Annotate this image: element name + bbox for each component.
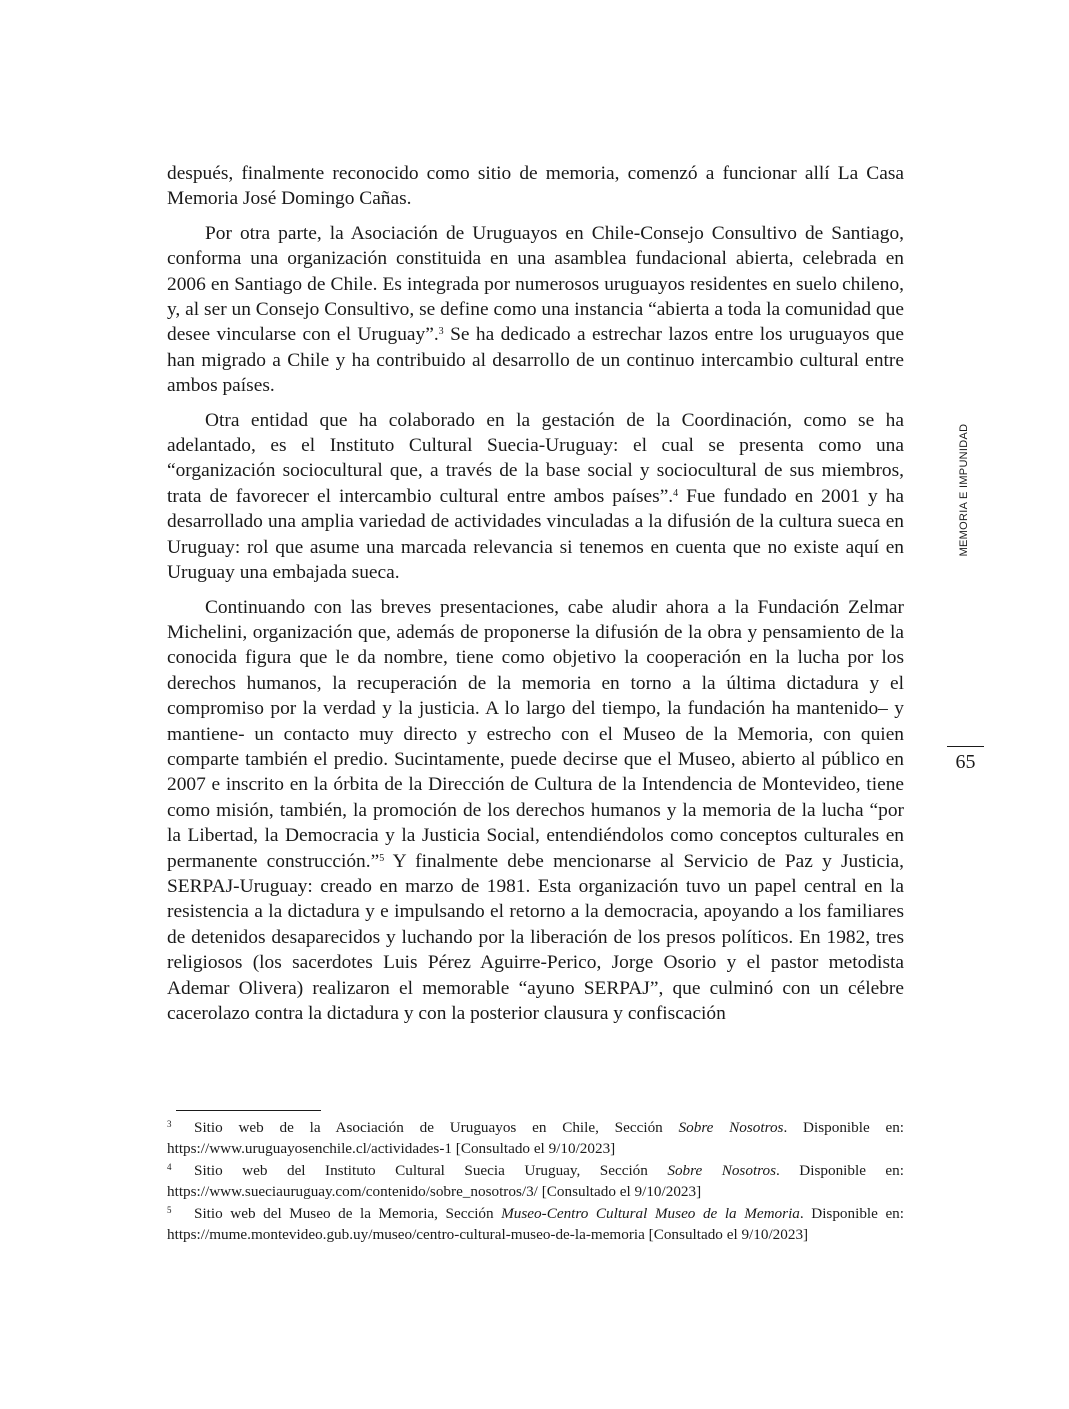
footnotes — [167, 1118, 904, 1247]
footnote-text: Sitio web del Museo de la Memoria, Sección — [194, 1205, 502, 1222]
running-header: MEMORIA E IMPUNIDAD — [958, 423, 970, 557]
paragraph-2 — [167, 221, 904, 399]
footnote-text: Sitio web de la Asociación de Uruguayos en Chile, Sección — [194, 1119, 679, 1136]
footnote-link-text[interactable]: . Disponible en: https://www.sueciauruguay.com/contenido/sobre_nosotros/3/ [Consultado el 9/10/2023] — [167, 1162, 904, 1200]
paragraph-4-text-b: Y finalmente debe mencionarse al Servicio de Paz y Justicia, SERPAJ-Uruguay: creado en marzo de 1981. Esta organización tuvo un papel central en la resistencia a la dictadura y e impulsando el retorno a la democracia, apoyando a los familiares de detenidos desaparecidos y luchando por la liberación de los presos políticos. En 1982, tres religiosos (los sacerdotes Luis Pérez Aguirre-Perico, Jorge Osorio y el pastor metodista Ademar Olivera) realizaron el memorable “ayuno SERPAJ”, que culminó con un célebre cacerolazo contra la dictadura y con la posterior clausura y confiscación — [167, 850, 904, 1024]
footnote-section-title: Sobre Nosotros — [667, 1162, 777, 1179]
footnote-4: 4 Sitio web del Instituto Cultural Suecia Uruguay, Sección Sobre Nosotros. Disponible en: https://www.sueciauruguay.com/contenido/sobre_nosotros/3/ [Consultado el 9/10/2023] — [167, 1162, 904, 1200]
footnote-3: 3 Sitio web de la Asociación de Uruguayos en Chile, Sección Sobre Nosotros. Disponible en: https://www.uruguayosenchile.cl/actividades-1 [Consultado el 9/10/2023] — [167, 1119, 905, 1157]
footnote-ref-5[interactable]: 5 — [379, 852, 385, 864]
paragraph-1: después, finalmente reconocido como sitio de memoria, comenzó a funcionar allí La Casa Memoria José Domingo Cañas. — [167, 163, 904, 210]
footnote-separator — [176, 1110, 321, 1111]
paragraph-3-text-a: Otra entidad que ha colaborado en la gestación de la Coordinación, como se ha adelantado, es el Instituto Cultural Suecia-Uruguay: el cual se presenta como una “organización sociocultural que, a través de la base social y sociocultural de sus miembros, trata de favorecer el intercambio cultural entre ambos países”. — [167, 409, 904, 507]
paragraph-2-text-b: Se ha dedicado a estrechar lazos entre los uruguayos que han migrado a Chile y ha contribuido al desarrollo de un continuo intercambio cultural entre ambos países. — [167, 324, 904, 397]
footnote-ref-3[interactable]: 3 — [438, 326, 444, 338]
page-number-rule — [947, 746, 984, 747]
footnote-text: Sitio web del Instituto Cultural Suecia Uruguay, Sección — [194, 1162, 668, 1179]
paragraph-3-text-b: Fue fundado en 2001 y ha desarrollado una amplia variedad de actividades vinculadas a la difusión de la cultura sueca en Uruguay: rol que asume una marcada relevancia si tenemos en cuenta que no existe aquí en Uruguay una embajada sueca. — [167, 485, 904, 584]
footnote-5: 5 Sitio web del Museo de la Memoria, Sección Museo-Centro Cultural Museo de la Memoria. Disponible en: https://mume.montevideo.gub.uy/museo/centro-cultural-museo-de-la-memoria [Consultado el 9/10/2023] — [167, 1205, 904, 1243]
page-number: 65 — [955, 751, 976, 773]
paragraph-2-text-a: Por otra parte, la Asociación de Uruguayos en Chile-Consejo Consultivo de Santiago, conforma una organización constituida en una asamblea fundacional abierta, celebrada en 2006 en Santiago de Chile. Es integrada por numerosos uruguayos residentes en suelo chileno, y, al ser un Consejo Consultivo, se define como una instancia “abierta a toda la comunidad que desee vincularse con el Uruguay”. — [167, 222, 904, 346]
paragraph-4-text-a: Continuando con las breves presentaciones, cabe aludir ahora a la Fundación Zelmar Michelini, organización que, además de proponerse la difusión de la obra y pensamiento de la conocida figura que le da nombre, tiene como objetivo la cooperación en la lucha por los derechos humanos, la recuperación de la memoria en torno a la última dictadura y el compromiso por la verdad y la justicia. A lo largo del tiempo, la fundación ha mantenido– y mantiene- un contacto muy directo y estrecho con el Museo de la Memoria, con quien comparte también el predio. Sucintamente, puede decirse que el Museo, abierto al público en 2007 e inscrito en la órbita de la Dirección de Cultura de la Intendencia de Montevideo, tiene como misión, también, la promoción de los derechos humanos y la memoria de la lucha “por la Libertad, la Democracia y la Justicia Social, entendiéndolos como conceptos culturales en permanente construcción.” — [167, 596, 904, 872]
paragraph-4 — [167, 595, 904, 1027]
footnote-section-title: Sobre Nosotros — [678, 1119, 784, 1136]
footnote-link-text[interactable]: . Disponible en: https://www.uruguayosenchile.cl/actividades-1 [Consultado el 9/10/2023] — [167, 1119, 905, 1157]
paragraph-3 — [167, 408, 904, 586]
footnote-link-text[interactable]: . Disponible en: https://mume.montevideo.gub.uy/museo/centro-cultural-museo-de-la-memoria [Consultado el 9/10/2023] — [167, 1205, 904, 1243]
footnote-ref-4[interactable]: 4 — [673, 487, 679, 499]
main-text — [167, 161, 904, 1035]
footnote-section-title: Museo-Centro Cultural Museo de la Memoria — [501, 1205, 800, 1222]
